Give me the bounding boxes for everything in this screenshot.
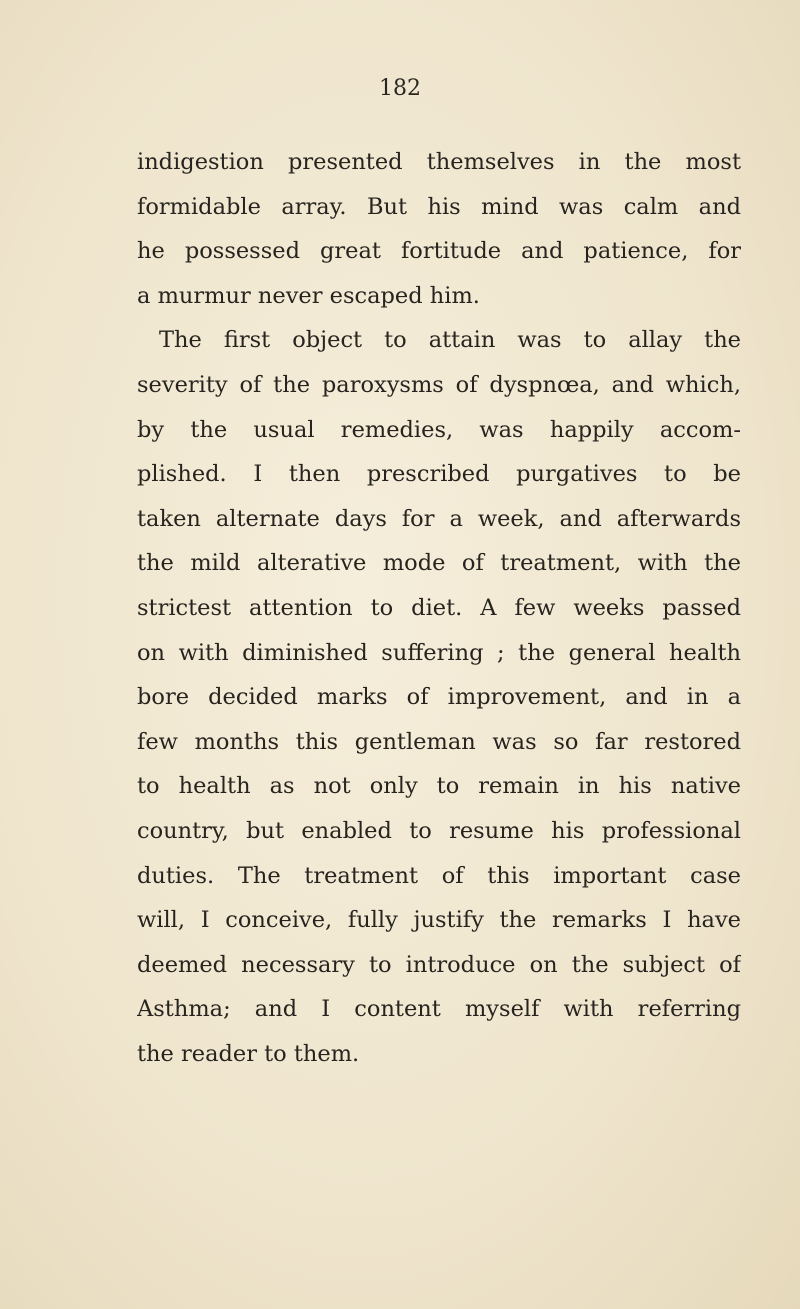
text-line: a murmur never escaped him.	[137, 282, 480, 309]
body-text	[137, 140, 741, 1076]
text-line: country, but enabled to resume his professional	[137, 817, 741, 844]
text-line: bore decided marks of improvement, and in a	[137, 684, 741, 711]
text-line: severity of the paroxysms of dyspnœa, and which,	[137, 371, 741, 398]
text-line: duties. The treatment of this important case	[137, 862, 741, 889]
text-line: formidable array. But his mind was calm and	[137, 193, 741, 220]
text-line: will, I conceive, fully justify the remarks I have	[137, 907, 741, 934]
text-line: taken alternate days for a week, and afterwards	[137, 505, 741, 532]
text-line: strictest attention to diet. A few weeks passed	[137, 594, 741, 621]
text-line: to health as not only to remain in his native	[137, 773, 741, 800]
text-line: Asthma; and I content myself with referring	[137, 996, 741, 1023]
text-line: the mild alterative mode of treatment, with the	[137, 550, 741, 577]
text-line: The first object to attain was to allay the	[159, 327, 741, 354]
text-line: few months this gentleman was so far restored	[137, 728, 741, 755]
page-number: 182	[379, 76, 421, 101]
text-line: indigestion presented themselves in the most	[137, 149, 741, 175]
text-line: deemed necessary to introduce on the subject of	[137, 951, 741, 978]
text-line: on with diminished suffering ; the general health	[137, 639, 741, 666]
text-line: he possessed great fortitude and patience, for	[137, 238, 741, 265]
text-line: by the usual remedies, was happily accom-	[137, 416, 741, 443]
text-line: the reader to them.	[137, 1040, 360, 1067]
text-line: plished. I then prescribed purgatives to be	[137, 461, 741, 488]
